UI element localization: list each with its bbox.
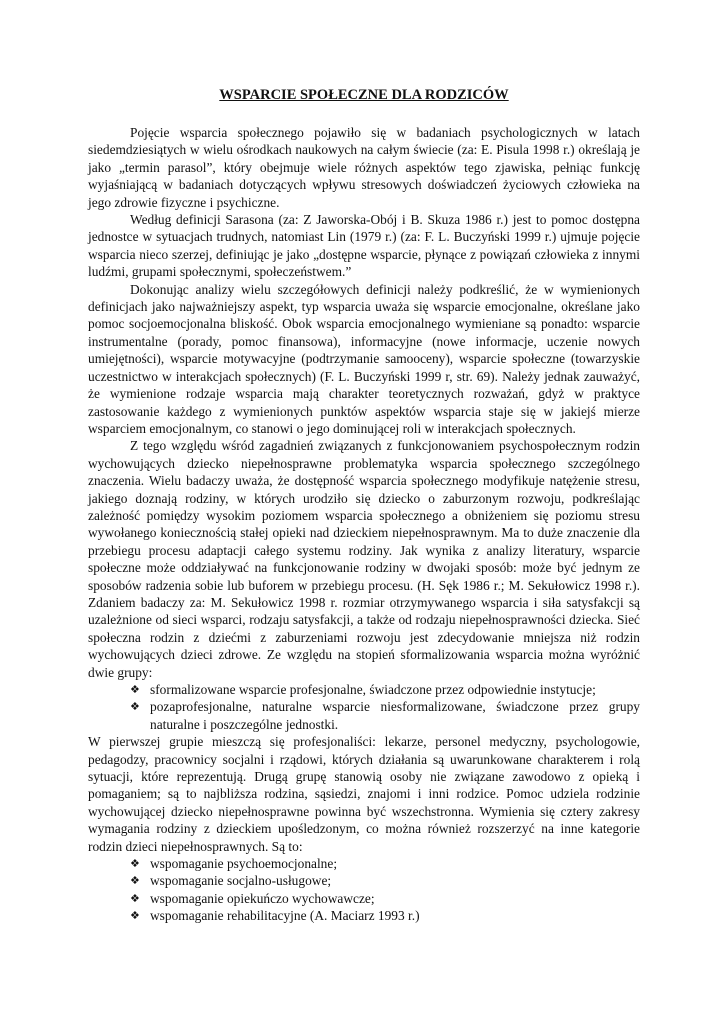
list-item-text: pozaprofesjonalne, naturalne wsparcie niesformalizowane, świadczone przez grupy naturalne i poszczególne jednostki. — [150, 699, 640, 732]
diamond-bullet-icon: ❖ — [130, 874, 140, 888]
paragraph-sarason-definition: Według definicji Sarasona (za: Z Jaworska-Obój i B. Skuza 1986 r.) jest to pomoc dostępna jednostce w sytuacjach trudnych, natomiast Lin (1979 r.) (za: F. L. Buczyński 1999 r.) ujmuje pojęcie wsparcia nieco szerzej, definiując je jako „dostępne wsparcie, płynące z powiązań człowieka z innymi ludźmi, grupami społecznymi, społeczeństwem.” — [88, 212, 640, 280]
list-item-text: wspomaganie psychoemocjonalne; — [150, 856, 338, 872]
diamond-bullet-icon: ❖ — [130, 891, 140, 905]
list-item-text: wspomaganie rehabilitacyjne (A. Maciarz 1993 r.) — [150, 908, 420, 924]
diamond-bullet-icon: ❖ — [130, 683, 140, 696]
document-title: WSPARCIE SPOŁECZNE DLA RODZICÓW — [219, 87, 509, 103]
list-item — [88, 681, 640, 698]
diamond-bullet-icon: ❖ — [130, 909, 140, 923]
document-page — [88, 86, 640, 925]
list-item — [88, 907, 640, 924]
paragraph-professionals: W pierwszej grupie mieszczą się profesjonaliści: lekarze, personel medyczny, psychologowie, pedagodzy, pracownicy socjalni i rządowi, których działania są uwarunkowane charakterem i rolą sytuacji, które reprezentują. Drugą grupę stanowią osoby nie związane zawodowo z opieką i pomaganiem; są to najbliższa rodzina, sąsiedzi, znajomi i inni rodzice. Pomoc udziela rodzinie wychowującej dziecko niepełnosprawne powinna być wszechstronna. Wymienia się cztery zakresy wymagania rodziny z dzieckiem upośledzonym, co można również rozszerzyć na inne kategorie rodzin dzieci niepełnosprawnych. Są to: — [88, 734, 640, 854]
list-item-text: sformalizowane wsparcie profesjonalne, świadczone przez odpowiednie instytucje; — [150, 682, 596, 697]
support-areas-list — [88, 855, 640, 925]
support-groups-list — [88, 681, 640, 733]
diamond-bullet-icon: ❖ — [130, 857, 140, 871]
paragraph-emotional-support: Dokonując analizy wielu szczegółowych definicji należy podkreślić, że w wymienionych definicjach jako najważniejszy aspekt, typ wsparcia uważa się wsparcie emocjonalne, określane jako pomoc socjoemocjonalna bliskość. Obok wsparcia emocjonalnego wymieniane są ponadto: wsparcie instrumentalne (porady, pomoc finansowa), informacyjne (nowe informacje, uczenie nowych umiejętności), wsparcie motywacyjne (podtrzymanie samooceny), wsparcie społeczne (towarzyskie uczestnictwo w interakcjach społecznych) (F. L. Buczyński 1999 r, str. 69). Należy jednak zauważyć, że wymienione rodzaje wsparcia mają charakter teoretycznych rozważań, gdyż w praktyce zastosowanie każdego z wymienionych punktów aspektów wsparcia staje się w jakiejś mierze wsparciem emocjonalnym, co stanowi o jego dominującej roli w interakcjach społecznych. — [88, 281, 640, 436]
list-item — [88, 698, 640, 733]
list-item-text: wspomaganie socjalno-usługowe; — [150, 873, 332, 889]
list-item — [88, 890, 640, 907]
diamond-bullet-icon: ❖ — [130, 700, 140, 714]
list-item-text: wspomaganie opiekuńczo wychowawcze; — [150, 890, 375, 906]
list-item — [88, 855, 640, 872]
list-item — [88, 872, 640, 889]
paragraph-definition-origin: Pojęcie wsparcia społecznego pojawiło się w badaniach psychologicznych w latach siedemdziesiątych w wielu ośrodkach naukowych na całym świecie (za: E. Pisula 1998 r.) określają je jako „termin parasol”, który obejmuje wiele różnych aspektów tego zjawiska, pełniąc funkcję wyjaśniającą w badaniach dotyczących wpływu stresowych doświadczeń życiowych człowieka na jego zdrowie fizyczne i psychiczne. — [88, 125, 640, 210]
paragraph-family-functioning: Z tego względu wśród zagadnień związanych z funkcjonowaniem psychospołecznym rodzin wychowujących dziecko niepełnosprawne problematyka wsparcia społecznego szczególnego znaczenia. Wielu badaczy uważa, że dostępność wsparcia społecznego modyfikuje natężenie stresu, jakiego doznają rodziny, w których urodziło się dziecko o zaburzonym rozwoju, podkreślając zależność pomiędzy wysokim poziomem wsparcia społecznego a obniżeniem się poziomu stresu wywołanego koniecznością stałej opieki nad dzieckiem niepełnosprawnym. Ma to duże znaczenie dla przebiegu procesu adaptacji całego systemu rodziny. Jak wynika z analizy literatury, wsparcie społeczne może oddziaływać na funkcjonowanie rodziny w dwojaki sposób: może być jednym ze sposobów radzenia sobie lub buforem w przebiegu procesu. (H. Sęk 1986 r.; M. Sekułowicz 1998 r.). Zdaniem badaczy za: M. Sekułowicz 1998 r. rozmiar otrzymywanego wsparcia i siła satysfakcji są uzależnione od sieci wsparci, rodzaju satysfakcji, a także od rodzaju niepełnosprawności dziecka. Sieć społeczna rodzin z dziećmi z zaburzeniami rozwoju jest zdecydowanie mniejsza niż rodzin wychowujących dzieci zdrowe. Ze względu na stopień sformalizowania wsparcia można wyróżnić dwie grupy: — [88, 438, 640, 680]
